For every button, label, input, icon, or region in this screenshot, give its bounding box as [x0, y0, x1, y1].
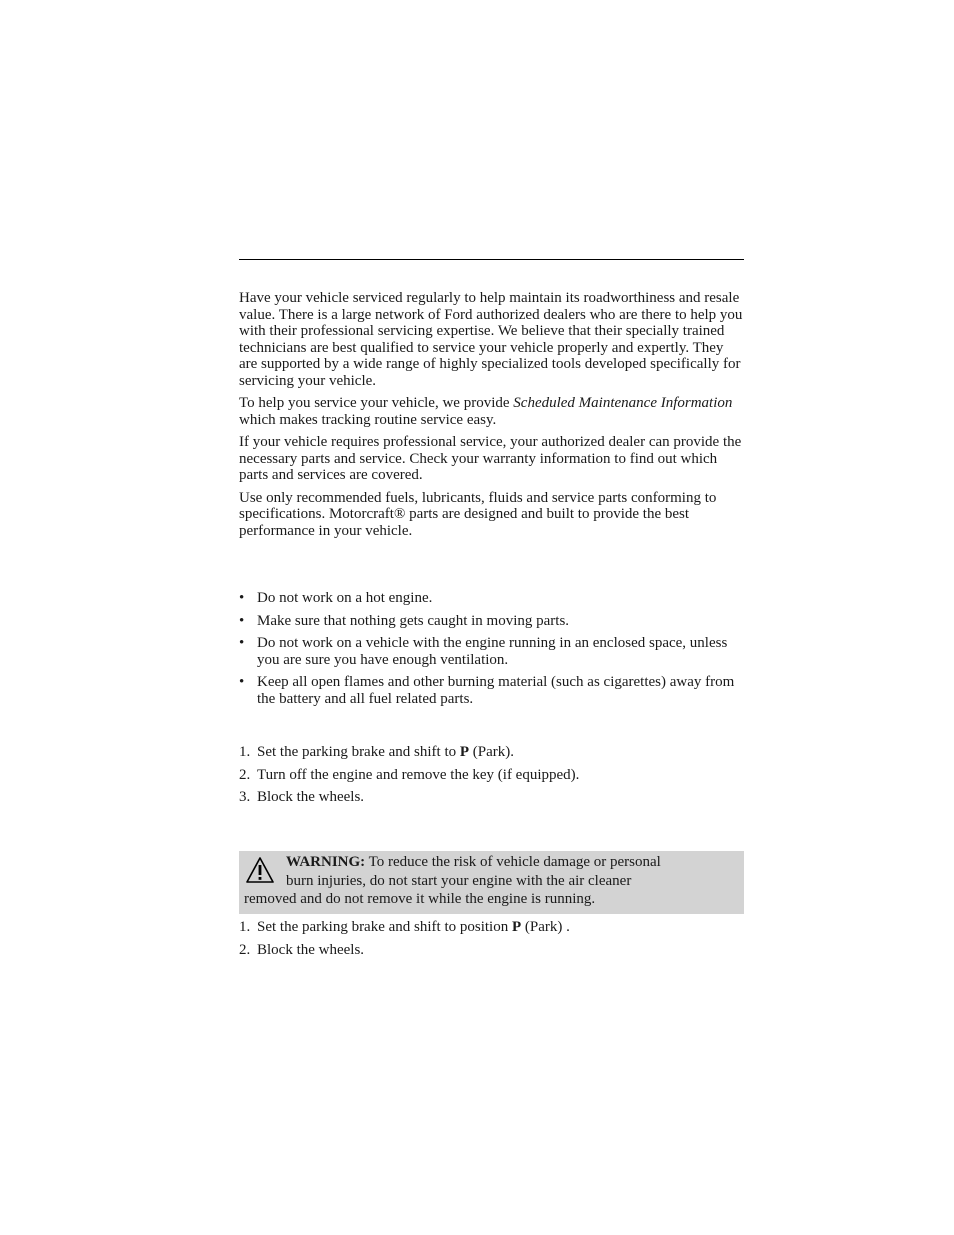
intro-paragraph-1: Have your vehicle serviced regularly to help maintain its roadworthiness and resale value. There is a large network of Ford authorized dealers who are there to help you with their professional servicing expertise. We believe that their specially trained technicians are best qualified to service your vehicle properly and expertly. They are supported by a wide range of highly specialized tools developed specifically for servicing your vehicle.	[239, 290, 743, 389]
list-item-text: Do not work on a hot engine.	[257, 590, 433, 606]
warning-line-1: To reduce the risk of vehicle damage or personal	[365, 854, 661, 870]
warning-text	[244, 853, 738, 909]
step-text-suffix: (Park) .	[521, 919, 570, 935]
list-item-text: Keep all open flames and other burning material (such as cigarettes) away from the battery and all fuel related parts.	[257, 674, 735, 707]
list-item	[239, 613, 744, 630]
maintenance-paragraph	[239, 395, 744, 428]
step-item	[239, 767, 744, 784]
bullet-icon: •	[239, 635, 245, 651]
engine-on-steps	[239, 919, 744, 958]
list-item-text: Do not work on a vehicle with the engine running in an enclosed space, unless you are sure you have enough ventilation.	[257, 635, 728, 668]
step-number: 1.	[239, 744, 251, 760]
step-number: 2.	[239, 766, 251, 783]
intro-section	[239, 290, 744, 545]
step-text-suffix: (Park).	[469, 744, 515, 760]
step-text: Turn off the engine and remove the key (if equipped).	[257, 766, 580, 783]
precautions-list	[239, 590, 744, 707]
step-number: 3.	[239, 789, 251, 805]
bullet-icon: •	[239, 674, 245, 690]
step-text: Block the wheels.	[257, 941, 365, 958]
bullet-icon: •	[239, 590, 245, 606]
step-item	[239, 919, 744, 936]
step-number: 2.	[239, 941, 251, 958]
maintenance-info-title: Scheduled Maintenance Information	[513, 395, 733, 411]
bullet-icon: •	[239, 612, 245, 629]
step-text: Set the parking brake and shift to	[257, 744, 460, 760]
step-item	[239, 789, 744, 806]
header-rule	[239, 259, 744, 260]
precautions-section	[239, 590, 744, 713]
step-text: Set the parking brake and shift to position	[257, 919, 512, 935]
step-item	[239, 942, 744, 959]
warning-line-3: removed and do not remove it while the engine is running.	[244, 891, 596, 907]
engine-on-section	[239, 919, 744, 964]
list-item	[239, 590, 744, 607]
engine-off-steps	[239, 744, 744, 806]
warning-label: WARNING:	[286, 854, 366, 870]
warning-box	[239, 851, 744, 914]
warning-line-2: burn injuries, do not start your engine with the air cleaner	[286, 872, 632, 889]
engine-off-section	[239, 744, 744, 812]
warning-triangle-icon	[245, 856, 275, 884]
maintenance-suffix: which makes tracking routine service easy.	[239, 411, 497, 428]
park-position: P	[459, 744, 470, 760]
park-position: P	[511, 919, 522, 935]
list-item	[239, 674, 744, 707]
list-item	[239, 635, 744, 668]
maintenance-prefix: To help you service your vehicle, we provide	[239, 395, 514, 411]
list-item-text: Make sure that nothing gets caught in moving parts.	[257, 612, 570, 629]
step-number: 1.	[239, 919, 251, 935]
intro-paragraph-3: Use only recommended fuels, lubricants, fluids and service parts conforming to specifications. Motorcraft® parts are designed and built to provide the best performance in your vehicle.	[239, 489, 717, 539]
step-text: Block the wheels.	[257, 789, 365, 805]
intro-paragraph-2: If your vehicle requires professional service, your authorized dealer can provide the necessary parts and service. Check your warranty information to find out which parts and services are covered.	[239, 434, 742, 483]
step-item	[239, 744, 744, 761]
